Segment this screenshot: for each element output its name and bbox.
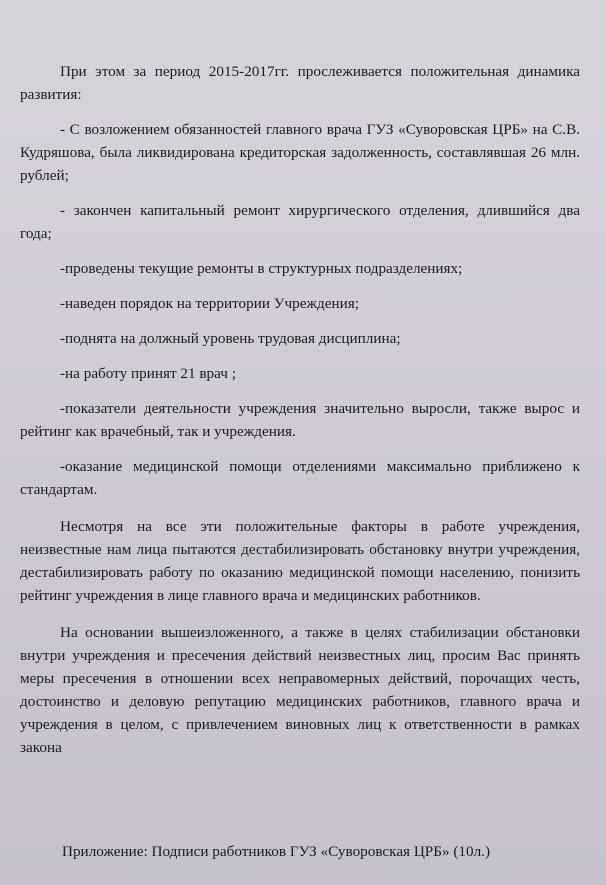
paragraph-item-discipline: -поднята на должный уровень трудовая дисциплина; [60, 330, 401, 347]
paragraph-item-doctors: -на работу принят 21 врач ; [60, 365, 236, 382]
paragraph-item-indicators: -показатели деятельности учреждения значительно выросли, также вырос и рейтинг как врачебный, так и учреждения. [20, 400, 580, 440]
paragraph-item-territory: -наведен порядок на территории Учреждения; [60, 295, 359, 312]
paragraph-item-current-repairs: -проведены текущие ремонты в структурных подразделениях; [60, 260, 463, 277]
paragraph-request: На основании вышеизложенного, а также в целях стабилизации обстановки внутри учреждения и пресечения действий неизвестных лиц, просим Вас принять меры пресечения в отношении всех неправомерных действий, порочащих честь, достоинство и деловую репутацию медицинских работников, главного врача и учреждения в целом, с привлечением виновных лиц к ответственности в рамках закона [20, 624, 580, 756]
paragraph-item-debt: - С возложением обязанностей главного врача ГУЗ «Суворовская ЦРБ» на С.В. Кудряшова, была ликвидирована кредиторская задолженность, составлявшая 26 млн. рублей; [20, 121, 580, 184]
appendix-line: Приложение: Подписи работников ГУЗ «Суворовская ЦРБ» (10л.) [62, 843, 491, 860]
document-body [20, 60, 580, 759]
paragraph-item-standards: -оказание медицинской помощи отделениями максимально приближено к стандартам. [20, 458, 580, 498]
paragraph-intro: При этом за период 2015-2017гг. прослеживается положительная динамика развития: [20, 63, 580, 103]
paragraph-item-surgery-repair: - закончен капитальный ремонт хирургического отделения, длившийся два года; [20, 202, 580, 242]
paragraph-destabilization: Несмотря на все эти положительные факторы в работе учреждения, неизвестные нам лица пытаются дестабилизировать обстановку внутри учреждения, дестабилизировать работу по оказанию медицинской помощи населению, понизить рейтинг учреждения в лице главного врача и медицинских работников. [20, 518, 580, 604]
